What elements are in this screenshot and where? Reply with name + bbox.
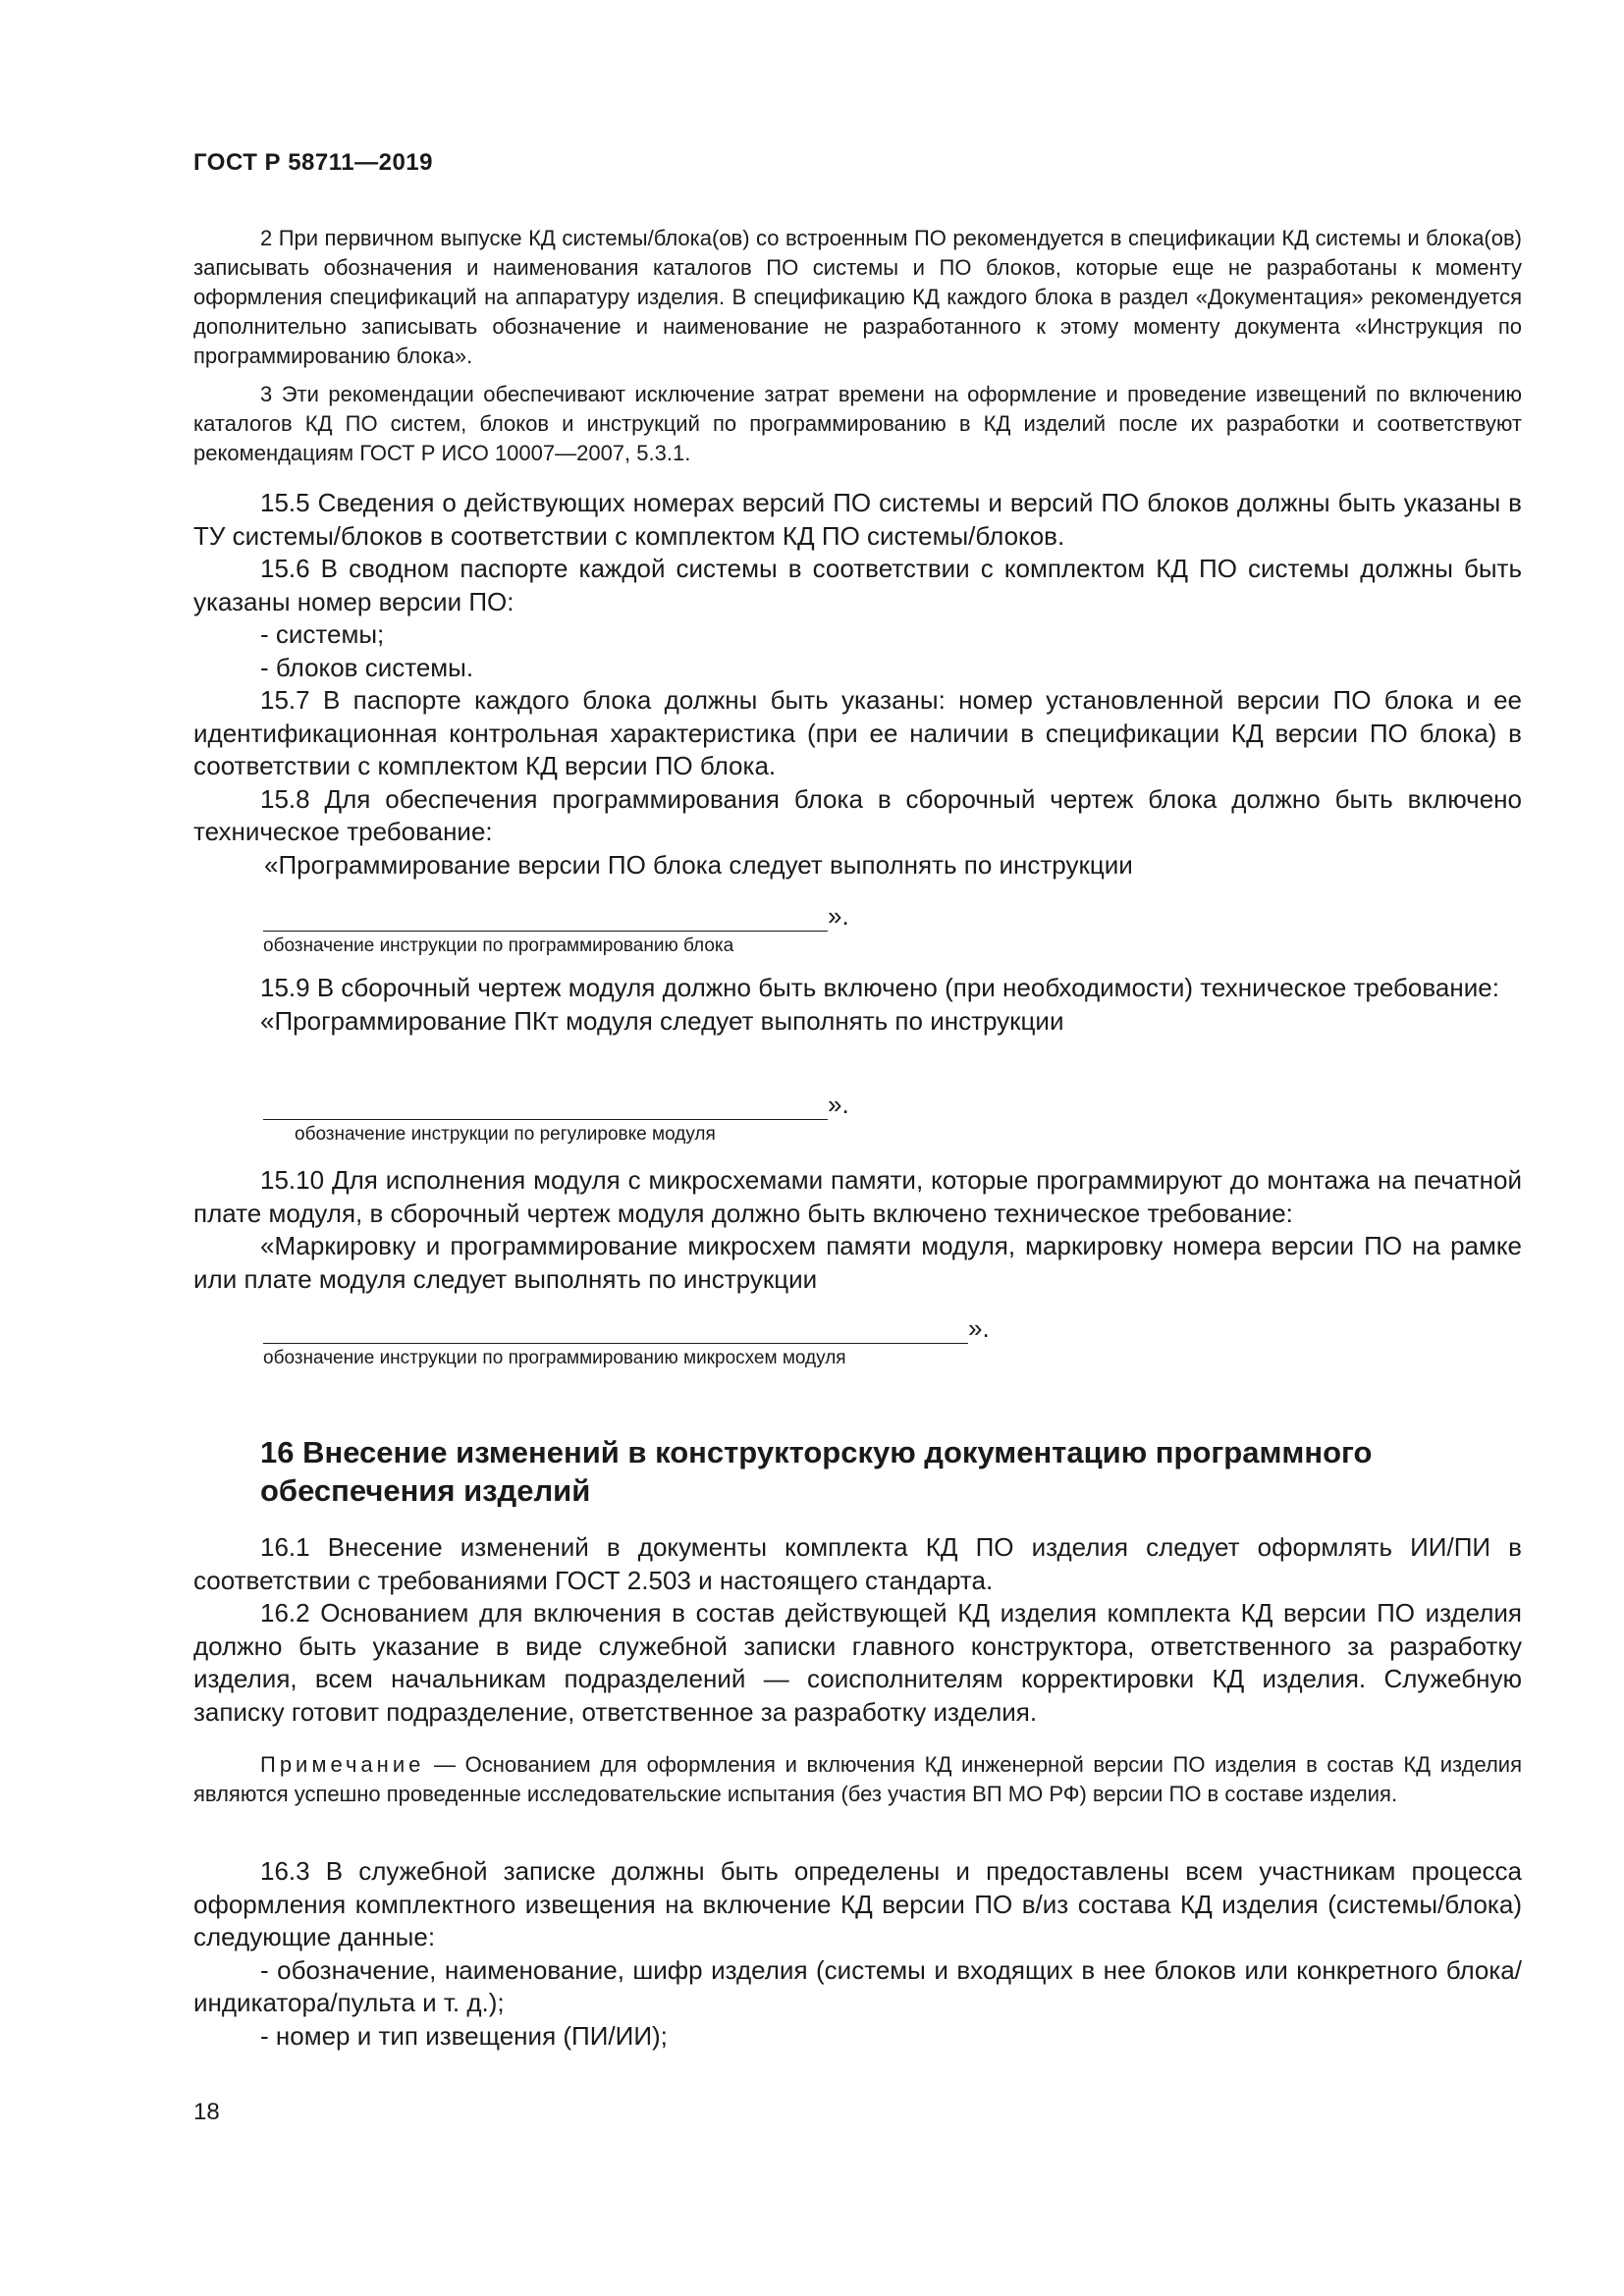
document-header: ГОСТ Р 58711—2019 [193,149,433,176]
clause-15-9: 15.9 В сборочный чертеж модуля должно быть включено (при необходимости) техническое требование: [260,973,1499,1002]
blank-caption: обозначение инструкции по программированию блока [263,935,734,956]
section-16-title: 16 Внесение изменений в конструкторскую документацию программного обеспечения изделий [260,1435,1373,1508]
note-label: Примечание [260,1752,425,1777]
clauses-16-part1 [193,1531,1522,1729]
page-number: 18 [193,2099,220,2125]
clause-16-2: 16.2 Основанием для включения в состав действующей КД изделия комплекта КД версии ПО изделия должно быть указание в виде служебной записки главного конструктора, ответственного за разработку изделия, всем начальникам подразделений — соисполнителям корректировки КД изделия. Служебную записку готовит подразделение, ответственное за разработку изделия. [193,1598,1522,1727]
note-block [193,1750,1522,1809]
blank-caption: обозначение инструкции по регулировке модуля [295,1124,716,1145]
note-3: 3 Эти рекомендации обеспечивают исключение затрат времени на оформление и проведение извещений по включению каталогов КД ПО систем, блоков и инструкций по программированию в КД изделий после их разработки и соответствуют рекомендациям ГОСТ Р ИСО 10007—2007, 5.3.1. [193,382,1522,465]
clause-15-8: 15.8 Для обеспечения программирования блока в сборочный чертеж блока должно быть включено техническое требование: [193,783,1522,846]
clause-15-9-block [193,972,1522,1038]
quote-end: ». [828,901,849,931]
note-paragraph [193,1750,1522,1809]
clause-16-1: 16.1 Внесение изменений в документы комплекта КД ПО изделия следует оформлять ИИ/ПИ в соответствии с требованиями ГОСТ 2.503 и настоящего стандарта. [193,1532,1522,1595]
clause-16-3: 16.3 В служебной записке должны быть определены и предоставлены всем участникам процесса оформления комплектного извещения на включение КД версии ПО в/из состава КД изделия (системы/блока) следующие данные: [193,1856,1522,1951]
notes-block [193,224,1522,477]
list-item: - обозначение, наименование, шифр изделия (системы и входящих в нее блоков или конкретного блока/индикатора/пульта и т. д.); [193,1954,1522,2017]
clauses-15 [193,487,1522,881]
clauses-16-part2 [193,1855,1522,2053]
fill-in-15-10 [263,1313,990,1369]
blank-caption: обозначение инструкции по программированию микросхем модуля [263,1348,846,1368]
clause-15-5: 15.5 Сведения о действующих номерах версий ПО системы и версий ПО блоков должны быть указаны в ТУ системы/блоков в соответствии с комплектом КД ПО системы/блоков. [193,488,1522,551]
fill-in-15-9 [263,1090,849,1146]
clause-15-10-block [193,1164,1522,1296]
clause-15-6: 15.6 В сводном паспорте каждой системы в соответствии с комплектом КД ПО системы должны быть указаны номер версии ПО: [193,554,1522,616]
blank-line [263,907,828,932]
clause-15-10: 15.10 Для исполнения модуля с микросхемами памяти, которые программируют до монтажа на печатной плате модуля, в сборочный чертеж модуля должно быть включено техническое требование: [193,1165,1522,1228]
quote-15-10: «Маркировку и программирование микросхем памяти модуля, маркировку номера версии ПО на рамке или плате модуля следует выполнять по инструкции [193,1231,1522,1294]
blank-line [263,1095,828,1120]
quote-end: ». [968,1313,990,1343]
note-text: — Основанием для оформления и включения КД инженерной версии ПО изделия в состав КД изделия являются успешно проведенные исследовательские испытания (без участия ВП МО РФ) версии ПО в составе изделия. [193,1752,1522,1806]
quote-15-9: «Программирование ПКт модуля следует выполнять по инструкции [260,1005,1064,1036]
note-2: 2 При первичном выпуске КД системы/блока(ов) со встроенным ПО рекомендуется в спецификации КД системы и блока(ов) записывать обозначения и наименования каталогов ПО системы и ПО блоков, которые еще не разработаны к моменту оформления спецификаций на аппаратуру изделия. В спецификацию КД каждого блока в раздел «Документация» рекомендуется дополнительно записывать обозначение и наименование не разработанного к этому моменту документа «Инструкция по программированию блока». [193,226,1522,368]
fill-in-15-8 [263,901,849,957]
clause-15-7: 15.7 В паспорте каждого блока должны быть указаны: номер установленной версии ПО блока и ее идентификационная контрольная характеристика (при ее наличии в спецификации КД версии ПО блока) в соответствии с комплектом КД версии ПО блока. [193,685,1522,780]
blank-line [263,1319,968,1344]
list-item: - блоков системы. [260,652,474,682]
list-item: - системы; [260,619,385,649]
quote-end: ». [828,1090,849,1119]
quote-15-8: «Программирование версии ПО блока следует выполнять по инструкции [264,849,1133,880]
list-item: - номер и тип извещения (ПИ/ИИ); [260,2020,668,2051]
